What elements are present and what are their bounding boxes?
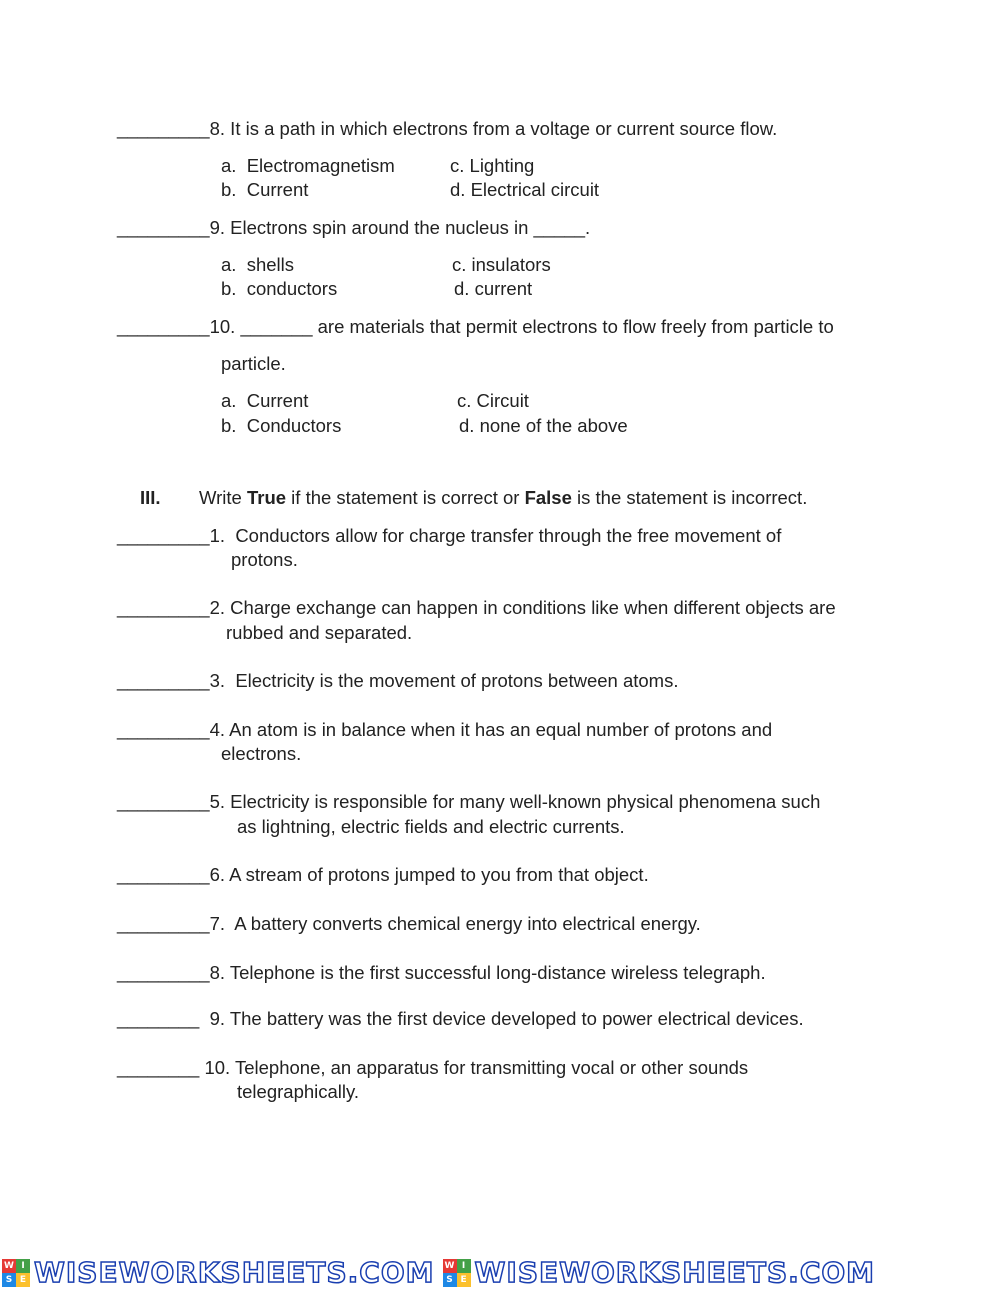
question-10 [117,315,834,339]
tf-item-1-continued: protons. [231,549,298,570]
brand-logo [441,1256,876,1289]
answer-blank[interactable]: _________ [117,217,210,238]
option-c: c. Circuit [457,390,529,411]
tf-item-4-continued: electrons. [221,743,302,764]
brand-text: WISEWORKSHEETS.COM [474,1256,876,1289]
tf-item-5: _________5. Electricity is responsible for many well-known physical phenomena such [117,791,821,812]
option-b: b. Conductors [221,415,342,436]
answer-blank[interactable]: _________ [117,719,210,740]
option-a: a. shells [221,254,295,275]
tf-item-4: _________4. An atom is in balance when it has an equal number of protons and [117,719,773,740]
answer-blank[interactable]: ________ [117,1008,200,1029]
answer-blank[interactable]: _________ [117,118,210,139]
brand-logo [0,1256,435,1289]
tf-item-10-continued: telegraphically. [237,1081,360,1102]
answer-blank[interactable]: _________ [117,670,210,691]
tf-item-9: ________ 9. The battery was the first device developed to power electrical devices. [117,1008,804,1029]
answer-blank[interactable]: ________ [117,1057,200,1078]
question-text: 9. Electrons spin around the nucleus in _____. [209,217,591,238]
question-9 [117,216,590,240]
tf-item-6: _________6. A stream of protons jumped to you from that object. [117,864,649,885]
question-text: 8. It is a path in which electrons from a voltage or current source flow. [209,118,778,139]
brand-text: WISEWORKSHEETS.COM [34,1256,435,1289]
answer-blank[interactable]: _________ [117,913,210,934]
footer-watermark [0,1254,1000,1291]
tf-item-8: _________8. Telephone is the first successful long-distance wireless telegraph. [117,962,766,983]
tf-item-3: _________3. Electricity is the movement of protons between atoms. [117,670,679,691]
false-word: False [524,487,572,508]
option-d: d. current [454,278,533,299]
answer-blank[interactable]: _________ [117,316,210,337]
true-word: True [246,487,287,508]
question-8 [117,117,777,141]
tf-item-10: ________ 10. Telephone, an apparatus for transmitting vocal or other sounds [117,1057,749,1078]
tf-item-2: _________2. Charge exchange can happen in conditions like when different objects are [117,597,836,618]
tf-item-2-continued: rubbed and separated. [226,622,413,643]
answer-blank[interactable]: _________ [117,525,210,546]
answer-blank[interactable]: _________ [117,597,210,618]
section-instructions: Write True if the statement is correct or False is the statement is incorrect. [199,487,808,508]
brand-badge-icon: W I S E [2,1259,30,1287]
brand-badge-icon: W I S E [443,1259,471,1287]
question-text: 10. _______ are materials that permit electrons to flow freely from particle to [209,316,834,337]
tf-item-5-continued: as lightning, electric fields and electric currents. [237,816,625,837]
tf-item-7: _________7. A battery converts chemical energy into electrical energy. [117,913,701,934]
answer-blank[interactable]: _________ [117,962,210,983]
tf-item-1: _________1. Conductors allow for charge transfer through the free movement of [117,525,782,546]
option-c: c. Lighting [450,155,535,176]
option-b: b. Current [221,179,309,200]
option-c: c. insulators [452,254,551,275]
question-10-continued: particle. [221,353,286,374]
section-numeral: III. [140,487,161,508]
option-b: b. conductors [221,278,338,299]
option-a: a. Electromagnetism [221,155,395,176]
option-a: a. Current [221,390,309,411]
answer-blank[interactable]: _________ [117,791,210,812]
option-d: d. none of the above [459,415,628,436]
option-d: d. Electrical circuit [450,179,600,200]
answer-blank[interactable]: _________ [117,864,210,885]
